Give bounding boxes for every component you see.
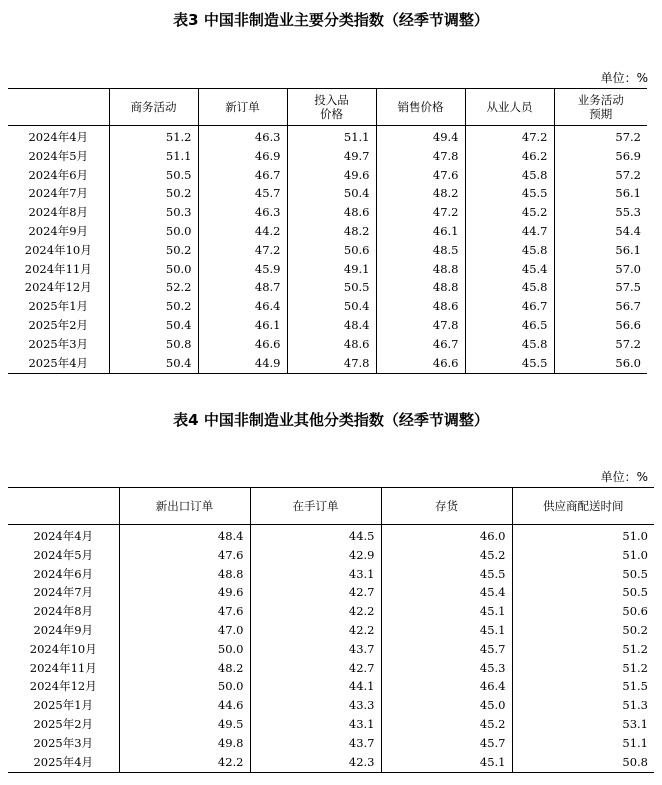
table-cell: 51.1 bbox=[287, 126, 376, 147]
table-cell: 44.1 bbox=[250, 677, 381, 696]
table-row bbox=[8, 659, 654, 678]
row-label: 2025年1月 bbox=[28, 299, 89, 314]
table-cell: 46.3 bbox=[198, 126, 287, 147]
table-cell: 47.2 bbox=[465, 126, 554, 147]
table-cell: 43.7 bbox=[250, 734, 381, 753]
table-row bbox=[8, 696, 654, 715]
row-label: 2024年4月 bbox=[33, 529, 94, 543]
table-cell: 49.6 bbox=[287, 166, 376, 185]
table-row bbox=[8, 260, 647, 279]
table-cell: 47.6 bbox=[376, 166, 465, 185]
table4-header-3: 存货 bbox=[381, 488, 512, 525]
table-cell: 53.1 bbox=[512, 715, 654, 734]
row-label: 2024年5月 bbox=[28, 148, 89, 163]
table-cell: 46.7 bbox=[465, 297, 554, 316]
table-cell: 48.4 bbox=[119, 525, 250, 546]
table-cell: 48.6 bbox=[287, 203, 376, 222]
table-cell: 48.2 bbox=[287, 222, 376, 241]
row-label: 2025年1月 bbox=[33, 698, 94, 713]
table-cell: 50.5 bbox=[512, 565, 654, 584]
table-cell: 45.1 bbox=[381, 602, 512, 621]
table-cell: 46.4 bbox=[198, 297, 287, 316]
table-cell: 56.7 bbox=[554, 297, 647, 316]
table-cell: 51.3 bbox=[512, 696, 654, 715]
table-cell: 42.7 bbox=[250, 659, 381, 678]
table-cell: 50.6 bbox=[512, 602, 654, 621]
table-cell: 48.8 bbox=[119, 565, 250, 584]
table-cell: 50.0 bbox=[119, 640, 250, 659]
table-row bbox=[8, 203, 647, 222]
table-row bbox=[8, 241, 647, 260]
table-cell: 46.5 bbox=[465, 316, 554, 335]
table3-header-0 bbox=[8, 89, 109, 126]
table-cell: 50.5 bbox=[109, 166, 198, 185]
table-cell: 45.2 bbox=[381, 715, 512, 734]
table-cell: 50.4 bbox=[287, 184, 376, 203]
table-cell: 50.8 bbox=[109, 335, 198, 354]
row-label: 2024年10月 bbox=[29, 641, 97, 656]
table-row bbox=[8, 734, 654, 753]
table-cell: 50.4 bbox=[109, 354, 198, 374]
table-cell: 45.4 bbox=[465, 260, 554, 279]
table-cell: 46.1 bbox=[376, 222, 465, 241]
table-cell: 45.3 bbox=[381, 659, 512, 678]
table-cell: 45.9 bbox=[198, 260, 287, 279]
table-row bbox=[8, 525, 654, 546]
table-cell: 45.4 bbox=[381, 583, 512, 602]
table-cell: 42.2 bbox=[250, 621, 381, 640]
table-row bbox=[8, 583, 654, 602]
table-cell: 45.5 bbox=[465, 184, 554, 203]
table3-header-6: 业务活动 预期 bbox=[554, 89, 647, 126]
table4-header-2: 在手订单 bbox=[250, 488, 381, 525]
table-cell: 45.2 bbox=[465, 203, 554, 222]
table-row bbox=[8, 278, 647, 297]
table-cell: 51.2 bbox=[512, 659, 654, 678]
table-cell: 45.1 bbox=[381, 621, 512, 640]
table-cell: 56.0 bbox=[554, 354, 647, 374]
row-label: 2025年3月 bbox=[28, 336, 89, 351]
row-label: 2024年8月 bbox=[33, 604, 94, 619]
table-cell: 56.6 bbox=[554, 316, 647, 335]
table-cell: 57.5 bbox=[554, 278, 647, 297]
table-cell: 45.5 bbox=[381, 565, 512, 584]
table3-header-row bbox=[8, 89, 647, 126]
table-cell: 45.7 bbox=[381, 640, 512, 659]
table-row bbox=[8, 602, 654, 621]
table-cell: 48.7 bbox=[198, 278, 287, 297]
table-cell: 45.8 bbox=[465, 278, 554, 297]
table-cell: 46.6 bbox=[198, 335, 287, 354]
row-label: 2024年4月 bbox=[28, 130, 89, 144]
table-cell: 45.5 bbox=[465, 354, 554, 374]
table-cell: 47.8 bbox=[376, 316, 465, 335]
table-cell: 43.1 bbox=[250, 565, 381, 584]
table3-body bbox=[8, 126, 647, 374]
table-cell: 46.7 bbox=[198, 166, 287, 185]
row-label: 2024年8月 bbox=[28, 205, 89, 220]
table-cell: 50.2 bbox=[109, 241, 198, 260]
table-row bbox=[8, 126, 647, 147]
table-cell: 45.7 bbox=[198, 184, 287, 203]
table-cell: 44.6 bbox=[119, 696, 250, 715]
table-cell: 47.8 bbox=[287, 354, 376, 374]
table-cell: 48.2 bbox=[119, 659, 250, 678]
table-cell: 42.3 bbox=[250, 753, 381, 773]
table-cell: 49.6 bbox=[119, 583, 250, 602]
table3-header-1: 商务活动 bbox=[109, 89, 198, 126]
table4 bbox=[8, 487, 654, 773]
table-cell: 49.5 bbox=[119, 715, 250, 734]
table-cell: 48.8 bbox=[376, 260, 465, 279]
row-label: 2024年5月 bbox=[33, 547, 94, 562]
table-cell: 56.1 bbox=[554, 184, 647, 203]
table4-title: 表4 中国非制造业其他分类指数（经季节调整） bbox=[173, 411, 489, 429]
table4-header-4: 供应商配送时间 bbox=[512, 488, 654, 525]
table-cell: 45.8 bbox=[465, 166, 554, 185]
table-cell: 49.7 bbox=[287, 147, 376, 166]
table-cell: 45.7 bbox=[381, 734, 512, 753]
table-cell: 52.2 bbox=[109, 278, 198, 297]
table-cell: 42.2 bbox=[250, 602, 381, 621]
table4-body bbox=[8, 525, 654, 773]
table-cell: 46.9 bbox=[198, 147, 287, 166]
table-cell: 45.0 bbox=[381, 696, 512, 715]
table-row bbox=[8, 753, 654, 773]
row-label: 2025年4月 bbox=[28, 355, 89, 370]
table-cell: 47.6 bbox=[119, 602, 250, 621]
table-row bbox=[8, 546, 654, 565]
table-cell: 51.0 bbox=[512, 525, 654, 546]
table-cell: 50.6 bbox=[287, 241, 376, 260]
table-cell: 46.1 bbox=[198, 316, 287, 335]
table-row bbox=[8, 677, 654, 696]
table-row bbox=[8, 147, 647, 166]
table-cell: 47.0 bbox=[119, 621, 250, 640]
table-row bbox=[8, 297, 647, 316]
row-label: 2024年12月 bbox=[24, 280, 92, 295]
table-cell: 56.1 bbox=[554, 241, 647, 260]
table-cell: 57.2 bbox=[554, 126, 647, 147]
table-cell: 50.2 bbox=[512, 621, 654, 640]
table-cell: 50.3 bbox=[109, 203, 198, 222]
table-cell: 51.1 bbox=[512, 734, 654, 753]
table-cell: 50.5 bbox=[287, 278, 376, 297]
table-cell: 51.2 bbox=[109, 126, 198, 147]
row-label: 2024年10月 bbox=[24, 242, 92, 257]
table-cell: 54.4 bbox=[554, 222, 647, 241]
table4-unit: 单位：% bbox=[600, 470, 648, 484]
table-cell: 51.0 bbox=[512, 546, 654, 565]
table-row bbox=[8, 715, 654, 734]
row-label: 2025年2月 bbox=[28, 317, 89, 332]
row-label: 2024年6月 bbox=[28, 167, 89, 182]
table-row bbox=[8, 565, 654, 584]
table-cell: 50.0 bbox=[119, 677, 250, 696]
row-label: 2025年4月 bbox=[33, 754, 94, 769]
table-cell: 51.1 bbox=[109, 147, 198, 166]
table3-header-2: 新订单 bbox=[198, 89, 287, 126]
row-label: 2025年3月 bbox=[33, 735, 94, 750]
table-cell: 45.2 bbox=[381, 546, 512, 565]
table-cell: 50.4 bbox=[287, 297, 376, 316]
table-cell: 49.1 bbox=[287, 260, 376, 279]
row-label: 2025年2月 bbox=[33, 716, 94, 731]
table-row bbox=[8, 354, 647, 374]
table-cell: 48.8 bbox=[376, 278, 465, 297]
table-cell: 43.3 bbox=[250, 696, 381, 715]
table-cell: 46.0 bbox=[381, 525, 512, 546]
table-cell: 46.3 bbox=[198, 203, 287, 222]
table3-header-4: 销售价格 bbox=[376, 89, 465, 126]
table-cell: 51.5 bbox=[512, 677, 654, 696]
table-cell: 45.8 bbox=[465, 335, 554, 354]
row-label: 2024年11月 bbox=[29, 660, 97, 675]
row-label: 2024年9月 bbox=[33, 622, 94, 637]
table-cell: 48.5 bbox=[376, 241, 465, 260]
table-cell: 47.2 bbox=[198, 241, 287, 260]
table-row bbox=[8, 621, 654, 640]
table3 bbox=[8, 88, 647, 374]
row-label: 2024年6月 bbox=[33, 566, 94, 581]
table-cell: 56.9 bbox=[554, 147, 647, 166]
table-cell: 51.2 bbox=[512, 640, 654, 659]
table-row bbox=[8, 222, 647, 241]
table-cell: 50.0 bbox=[109, 260, 198, 279]
table-cell: 49.4 bbox=[376, 126, 465, 147]
table4-header-row bbox=[8, 488, 654, 525]
table3-header-5: 从业人员 bbox=[465, 89, 554, 126]
table-cell: 42.9 bbox=[250, 546, 381, 565]
table-cell: 46.6 bbox=[376, 354, 465, 374]
table-cell: 57.0 bbox=[554, 260, 647, 279]
table-cell: 42.7 bbox=[250, 583, 381, 602]
table-cell: 50.5 bbox=[512, 583, 654, 602]
table-cell: 48.6 bbox=[287, 335, 376, 354]
table-cell: 46.4 bbox=[381, 677, 512, 696]
table-cell: 45.8 bbox=[465, 241, 554, 260]
table-cell: 42.2 bbox=[119, 753, 250, 773]
row-label: 2024年7月 bbox=[33, 585, 94, 600]
table-cell: 47.2 bbox=[376, 203, 465, 222]
table4-header-1: 新出口订单 bbox=[119, 488, 250, 525]
table-row bbox=[8, 640, 654, 659]
table-cell: 44.5 bbox=[250, 525, 381, 546]
table-cell: 48.6 bbox=[376, 297, 465, 316]
table3-title: 表3 中国非制造业主要分类指数（经季节调整） bbox=[173, 11, 489, 29]
table-cell: 43.7 bbox=[250, 640, 381, 659]
row-label: 2024年12月 bbox=[29, 679, 97, 694]
table-cell: 47.8 bbox=[376, 147, 465, 166]
table-row bbox=[8, 335, 647, 354]
row-label: 2024年7月 bbox=[28, 186, 89, 201]
table-cell: 50.4 bbox=[109, 316, 198, 335]
table-row bbox=[8, 316, 647, 335]
table-cell: 47.6 bbox=[119, 546, 250, 565]
table-cell: 44.2 bbox=[198, 222, 287, 241]
table-cell: 45.1 bbox=[381, 753, 512, 773]
table-cell: 50.2 bbox=[109, 184, 198, 203]
table-cell: 50.2 bbox=[109, 297, 198, 316]
table-row bbox=[8, 166, 647, 185]
table-cell: 44.9 bbox=[198, 354, 287, 374]
table3-unit: 单位：% bbox=[600, 71, 648, 85]
table-cell: 48.4 bbox=[287, 316, 376, 335]
table-cell: 44.7 bbox=[465, 222, 554, 241]
table-cell: 57.2 bbox=[554, 166, 647, 185]
table-cell: 43.1 bbox=[250, 715, 381, 734]
table-cell: 46.7 bbox=[376, 335, 465, 354]
table-cell: 55.3 bbox=[554, 203, 647, 222]
table4-header-0 bbox=[8, 488, 119, 525]
table3-header-3: 投入品 价格 bbox=[287, 89, 376, 126]
table-cell: 46.2 bbox=[465, 147, 554, 166]
table-cell: 48.2 bbox=[376, 184, 465, 203]
table-cell: 49.8 bbox=[119, 734, 250, 753]
table-cell: 57.2 bbox=[554, 335, 647, 354]
table-cell: 50.8 bbox=[512, 753, 654, 773]
table-cell: 50.0 bbox=[109, 222, 198, 241]
row-label: 2024年9月 bbox=[28, 223, 89, 238]
table-row bbox=[8, 184, 647, 203]
row-label: 2024年11月 bbox=[24, 261, 92, 276]
